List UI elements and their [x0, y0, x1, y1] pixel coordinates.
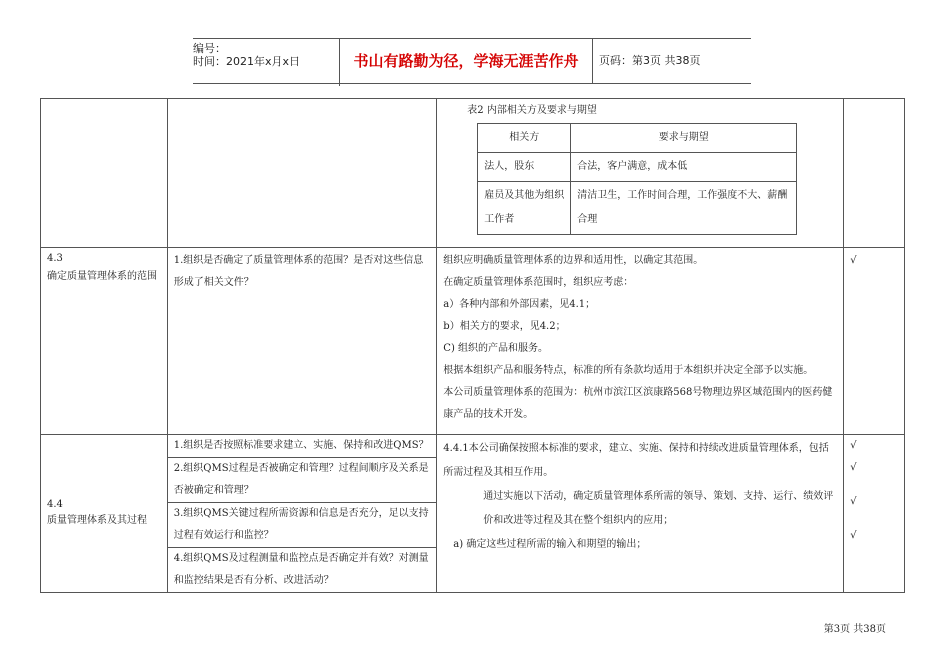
- table-row: [41, 248, 905, 435]
- page-header: [193, 38, 751, 84]
- number-label: 编号：: [193, 42, 226, 55]
- audit-table: [40, 98, 905, 593]
- table2-header: 相关方: [478, 124, 571, 153]
- table-row: [478, 182, 797, 235]
- answer-line: 根据本组织产品和服务特点，标准的所有条款均适用于本组织并决定全部予以实施。: [443, 365, 814, 376]
- clause-cell: [41, 435, 168, 593]
- question-item: 1.组织是否按照标准要求建立、实施、保持和改进QMS？: [168, 435, 437, 458]
- time-label: 时间：2021年x月x日: [193, 55, 301, 68]
- answer-line: 在确定质量管理体系范围时，组织应考虑：: [443, 277, 634, 288]
- answer-line: a）各种内部和外部因素，见4.1；: [443, 299, 596, 310]
- question-item: 2.组织QMS过程是否被确定和管理？过程间顺序及关系是否被确定和管理？: [168, 458, 437, 503]
- answer-line: 本公司质量管理体系的范围为：杭州市滨江区滨康路568号物理边界区域范围内的医药健康产品的技术开发。: [443, 387, 833, 420]
- table-row: [41, 99, 905, 248]
- answer-cell: [437, 248, 844, 435]
- question-cell: [167, 435, 437, 593]
- header-slogan: 书山有路勤为径，学海无涯苦作舟: [340, 39, 593, 83]
- page-footer: 第3页 共38页: [823, 624, 886, 635]
- table-row: [41, 435, 905, 593]
- answer-cell: [437, 435, 844, 593]
- table2-cell: 法人，股东: [478, 153, 571, 182]
- table-row: [478, 124, 797, 153]
- check-column: [844, 435, 905, 593]
- check-mark: √: [850, 496, 857, 507]
- clause-title: 确定质量管理体系的范围: [47, 271, 157, 282]
- question-item: 3.组织QMS关键过程所需资源和信息是否充分，足以支持过程有效运行和监控？: [168, 503, 437, 548]
- table2-cell: [437, 99, 844, 248]
- table2-cell: 雇员及其他为组织工作者: [478, 182, 571, 235]
- check-mark: √: [844, 248, 905, 435]
- table2: [477, 123, 797, 235]
- answer-line: b）相关方的要求，见4.2；: [443, 321, 566, 332]
- table-row: [478, 153, 797, 182]
- check-mark: √: [850, 440, 857, 451]
- question-item: 4.组织QMS及过程测量和监控点是否确定并有效？对测量和监控结果是否有分析、改进活动？: [173, 553, 429, 586]
- header-page-label: 页码：第3页 共38页: [599, 54, 701, 67]
- table2-cell: 合法，客户满意，成本低: [571, 153, 797, 182]
- clause-cell: [41, 248, 168, 435]
- answer-line: a) 确定这些过程所需的输入和期望的输出；: [453, 539, 647, 550]
- question-cell: 1.组织是否确定了质量管理体系的范围？是否对这些信息形成了相关文件？: [167, 248, 437, 435]
- answer-line: C) 组织的产品和服务。: [443, 343, 549, 354]
- clause-number: 4.4: [47, 498, 63, 510]
- answer-line: 通过实施以下活动，确定质量管理体系所需的领导、策划、支持、运行、绩效评价和改进等过程及其在整个组织内的应用；: [483, 491, 834, 526]
- table2-cell: 清洁卫生，工作时间合理，工作强度不大、薪酬合理: [571, 182, 797, 235]
- table2-header: 要求与期望: [571, 124, 797, 153]
- header-meta: [193, 39, 340, 86]
- check-mark: √: [850, 462, 857, 473]
- clause-title: 质量管理体系及其过程: [47, 514, 147, 526]
- clause-number: 4.3: [47, 253, 63, 264]
- table2-caption: 表2 内部相关方及要求与期望: [467, 105, 597, 116]
- answer-line: 4.4.1本公司确保按照本标准的要求，建立、实施、保持和持续改进质量管理体系，包括所需过程及其相互作用。: [443, 443, 829, 478]
- answer-line: 组织应明确质量管理体系的边界和适用性，以确定其范围。: [443, 255, 704, 266]
- check-mark: √: [850, 530, 857, 541]
